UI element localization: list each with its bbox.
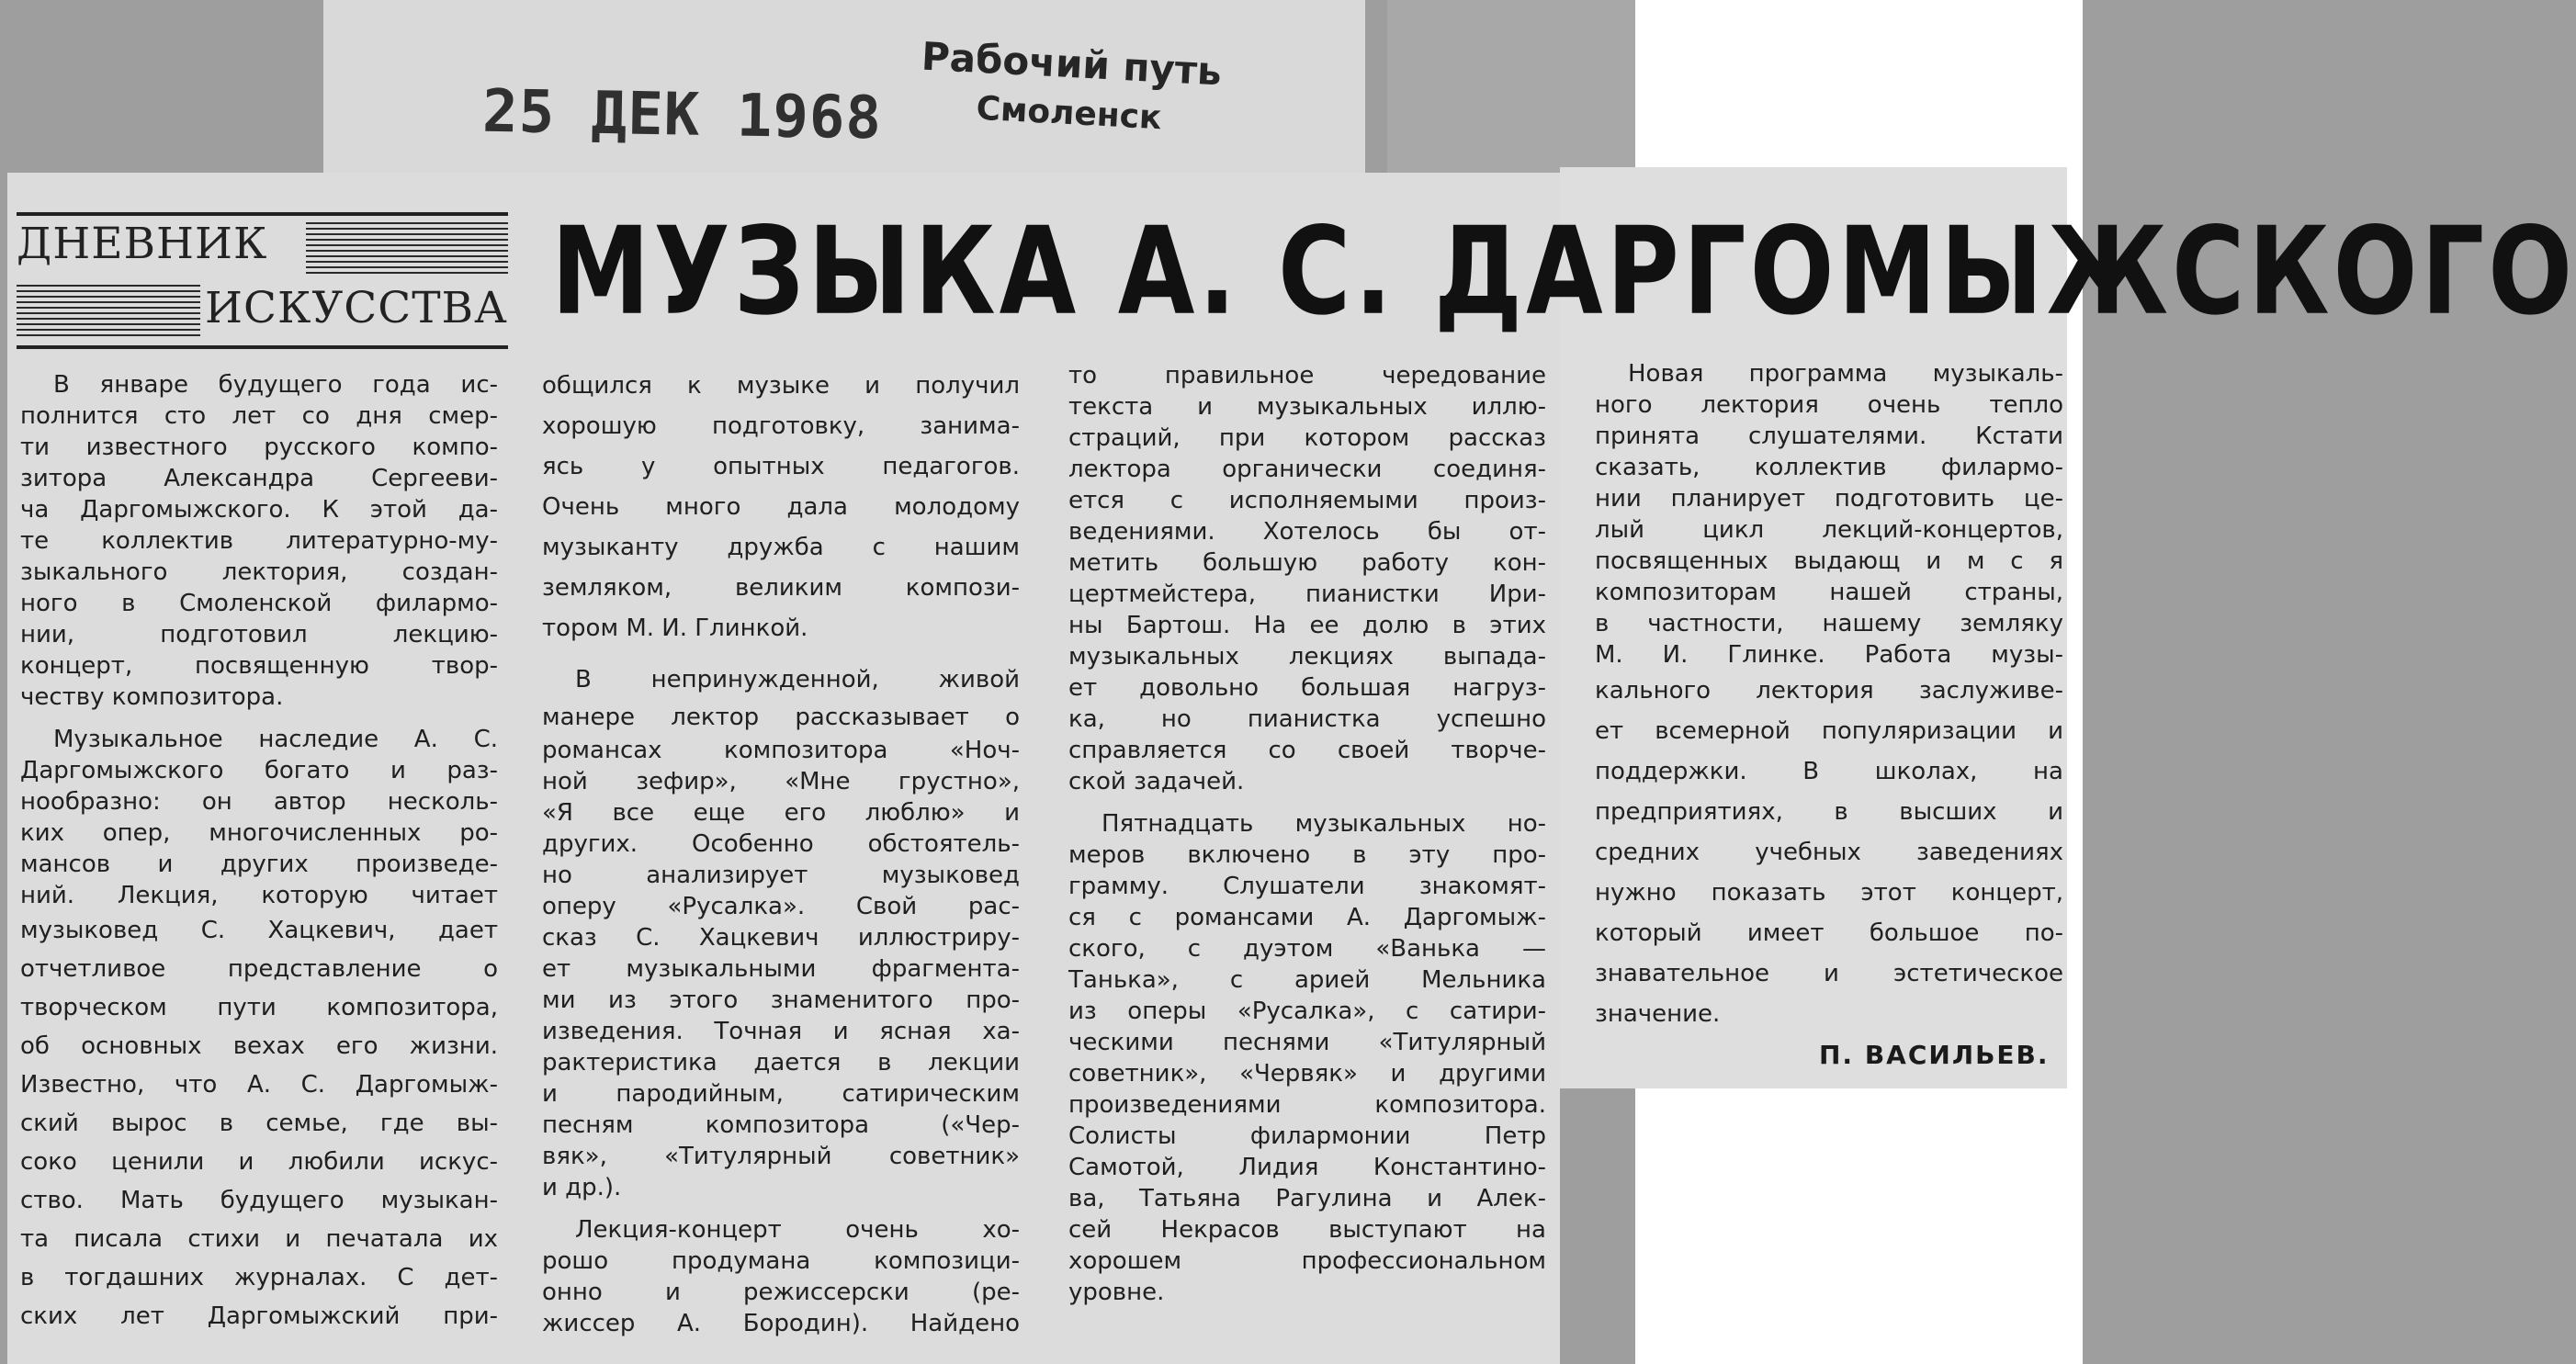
text-line: В непринужденной, живой	[575, 666, 1020, 693]
text-line: отчетливое представление о	[20, 955, 498, 983]
text-line: сей Некрасов выступают на	[1068, 1216, 1546, 1244]
text-line: хорошем профессиональном	[1068, 1247, 1546, 1275]
text-line: хорошую подготовку, занима-	[542, 412, 1020, 440]
text-line: В январе будущего года ис-	[53, 371, 498, 399]
text-line: нужно показать этот концерт,	[1595, 879, 2063, 907]
text-line: ческими песнями «Титулярный	[1068, 1029, 1546, 1056]
newspaper-city: Смоленск	[975, 89, 1163, 138]
text-line: уровне.	[1068, 1279, 1165, 1306]
rubric-hatch-left	[17, 285, 200, 336]
background-board-dark	[1387, 0, 1635, 184]
text-line: произведениями композитора.	[1068, 1091, 1546, 1119]
text-line: манере лектор рассказывает о	[542, 704, 1020, 731]
text-line: Солисты филармонии Петр	[1068, 1122, 1546, 1150]
newspaper-stamp	[902, 30, 1237, 147]
text-line: ет музыкальными фрагмента-	[542, 955, 1020, 983]
text-line: изведения. Точная и ясная ха-	[542, 1018, 1020, 1045]
text-line: полнится сто лет со дня смер-	[20, 402, 498, 430]
rubric-word-1: ДНЕВНИК	[17, 219, 268, 269]
article-column-4	[1595, 358, 2063, 1034]
text-line: ны Бартош. На ее долю в этих	[1068, 612, 1546, 639]
text-line: посвященных выдающ и м с я	[1595, 547, 2063, 575]
text-line: нии, подготовил лекцию-	[20, 621, 498, 648]
text-line: ва, Татьяна Рагулина и Алек-	[1068, 1185, 1546, 1212]
text-line: ский вырос в семье, где вы-	[20, 1110, 498, 1137]
text-line: ского, с дуэтом «Ванька —	[1068, 935, 1546, 963]
text-line: зитора Александра Сергееви-	[20, 465, 498, 492]
text-line: Пятнадцать музыкальных но-	[1102, 810, 1546, 838]
text-line: из оперы «Русалка», с сатири-	[1068, 998, 1546, 1025]
text-line: советник», «Червяк» и другими	[1068, 1060, 1546, 1088]
text-line: ного в Смоленской филармо-	[20, 590, 498, 617]
rubric-hatch-right	[306, 222, 508, 274]
text-line: оперу «Русалка». Свой рас-	[542, 893, 1020, 920]
text-line: цертмейстера, пианистки Ири-	[1068, 581, 1546, 608]
text-line: Самотой, Лидия Константино-	[1068, 1154, 1546, 1181]
text-line: кального лектория заслуживе-	[1595, 677, 2063, 705]
text-line: концерт, посвященную твор-	[20, 652, 498, 680]
text-line: ми из этого знаменитого про-	[542, 986, 1020, 1014]
text-line: ка, но пианистка успешно	[1068, 705, 1546, 733]
text-line: ется с исполняемыми произ-	[1068, 487, 1546, 514]
text-line: онно и режиссерски (ре-	[542, 1279, 1020, 1306]
text-line: нообразно: он автор несколь-	[20, 788, 498, 816]
text-line: ет всемерной популяризации и	[1595, 717, 2063, 745]
text-line: в частности, нашему земляку	[1595, 610, 2063, 637]
text-line: нии планирует подготовить це-	[1595, 485, 2063, 513]
text-line: М. И. Глинке. Работа музы-	[1595, 641, 2063, 669]
text-line: рошо продумана композици-	[542, 1247, 1020, 1275]
text-line: ча Даргомыжского. К этой да-	[20, 496, 498, 524]
text-line: знавательное и эстетическое	[1595, 960, 2063, 987]
text-line: земляком, великим компози-	[542, 574, 1020, 602]
text-line: лектора органически соединя-	[1068, 456, 1546, 483]
text-line: Новая программа музыкаль-	[1628, 360, 2063, 388]
newspaper-name: Рабочий путь	[920, 33, 1223, 95]
date-stamp: 25 ДЕК 1968	[481, 77, 883, 153]
text-line: те коллектив литературно-му-	[20, 527, 498, 555]
text-line: предприятиях, в высших и	[1595, 798, 2063, 826]
text-line: Танька», с арией Мельника	[1068, 966, 1546, 994]
text-line: в тогдашних журналах. С дет-	[20, 1264, 498, 1291]
text-line: ведениями. Хотелось бы от-	[1068, 518, 1546, 546]
text-line: текста и музыкальных иллю-	[1068, 393, 1546, 421]
text-line: ся с романсами А. Даргомыж-	[1068, 904, 1546, 931]
text-line: Очень много дала молодому	[542, 493, 1020, 521]
text-line: ного лектория очень тепло	[1595, 391, 2063, 419]
author-signature: П. ВАСИЛЬЕВ.	[1819, 1040, 2050, 1070]
rubric-top-rule	[17, 212, 508, 216]
text-line: который имеет большое по-	[1595, 919, 2063, 947]
text-line: музыковед С. Хацкевич, дает	[20, 917, 498, 944]
text-line: общился к музыке и получил	[542, 372, 1020, 400]
text-line: жиссер А. Бородин). Найдено	[542, 1310, 1020, 1337]
text-line: сказ С. Хацкевич иллюстриру-	[542, 924, 1020, 952]
text-line: романсах композитора «Ноч-	[542, 737, 1020, 764]
text-line: мансов и других произведе-	[20, 851, 498, 878]
text-line: лый цикл лекций-концертов,	[1595, 516, 2063, 544]
text-line: меров включено в эту про-	[1068, 841, 1546, 869]
text-line: страций, при котором рассказ	[1068, 424, 1546, 452]
text-line: зыкального лектория, создан-	[20, 558, 498, 586]
article-column-1	[20, 369, 498, 1336]
rubric-bottom-rule	[17, 345, 508, 349]
text-line: композиторам нашей страны,	[1595, 579, 2063, 606]
text-line: «Я все еще его люблю» и	[542, 799, 1020, 827]
text-line: ясь у опытных педагогов.	[542, 453, 1020, 480]
text-line: ских лет Даргомыжский при-	[20, 1302, 498, 1330]
text-line: тором М. И. Глинкой.	[542, 614, 808, 642]
text-line: рактеристика дается в лекции	[542, 1049, 1020, 1077]
text-line: Известно, что А. С. Даргомыж-	[20, 1071, 498, 1099]
text-line: других. Особенно обстоятель-	[542, 830, 1020, 858]
text-line: об основных вехах его жизни.	[20, 1032, 498, 1060]
text-line: средних учебных заведениях	[1595, 839, 2063, 866]
text-line: принята слушателями. Кстати	[1595, 423, 2063, 450]
text-line: ний. Лекция, которую читает	[20, 882, 498, 909]
rubric-word-2: ИСКУССТВА	[205, 283, 508, 333]
text-line: творческом пути композитора,	[20, 994, 498, 1021]
text-line: вяк», «Титулярный советник»	[542, 1143, 1020, 1170]
text-line: ких опер, многочисленных ро-	[20, 819, 498, 847]
text-line: метить большую работу кон-	[1068, 549, 1546, 577]
text-line: ство. Мать будущего музыкан-	[20, 1187, 498, 1214]
text-line: Даргомыжского богато и раз-	[20, 757, 498, 784]
text-line: ти известного русского компо-	[20, 434, 498, 461]
text-line: то правильное чередование	[1068, 362, 1546, 389]
text-line: и др.).	[542, 1174, 622, 1201]
text-line: соко ценили и любили искус-	[20, 1148, 498, 1176]
text-line: грамму. Слушатели знакомят-	[1068, 873, 1546, 900]
text-line: справляется со своей творче-	[1068, 737, 1546, 764]
rubric-header	[17, 209, 508, 356]
text-line: ной зефир», «Мне грустно»,	[542, 768, 1020, 795]
text-line: музыкальных лекциях выпада-	[1068, 643, 1546, 671]
text-line: ской задачей.	[1068, 768, 1245, 795]
text-line: честву композитора.	[20, 683, 284, 711]
text-line: ет довольно большая нагруз-	[1068, 674, 1546, 702]
article-headline: МУЗЫКА А. С. ДАРГОМЫЖСКОГО	[551, 202, 2576, 343]
text-line: поддержки. В школах, на	[1595, 758, 2063, 785]
article-column-2	[542, 366, 1020, 1339]
text-line: Лекция-концерт очень хо-	[575, 1216, 1020, 1244]
text-line: песням композитора («Чер-	[542, 1111, 1020, 1139]
text-line: сказать, коллектив филармо-	[1595, 454, 2063, 481]
text-line: музыканту дружба с нашим	[542, 534, 1020, 561]
article-column-3	[1068, 360, 1546, 1308]
text-line: Музыкальное наследие А. С.	[53, 726, 498, 753]
text-line: и пародийным, сатирическим	[542, 1080, 1020, 1108]
text-line: значение.	[1595, 1000, 1721, 1028]
text-line: но анализирует музыковед	[542, 862, 1020, 889]
text-line: та писала стихи и печатала их	[20, 1225, 498, 1253]
